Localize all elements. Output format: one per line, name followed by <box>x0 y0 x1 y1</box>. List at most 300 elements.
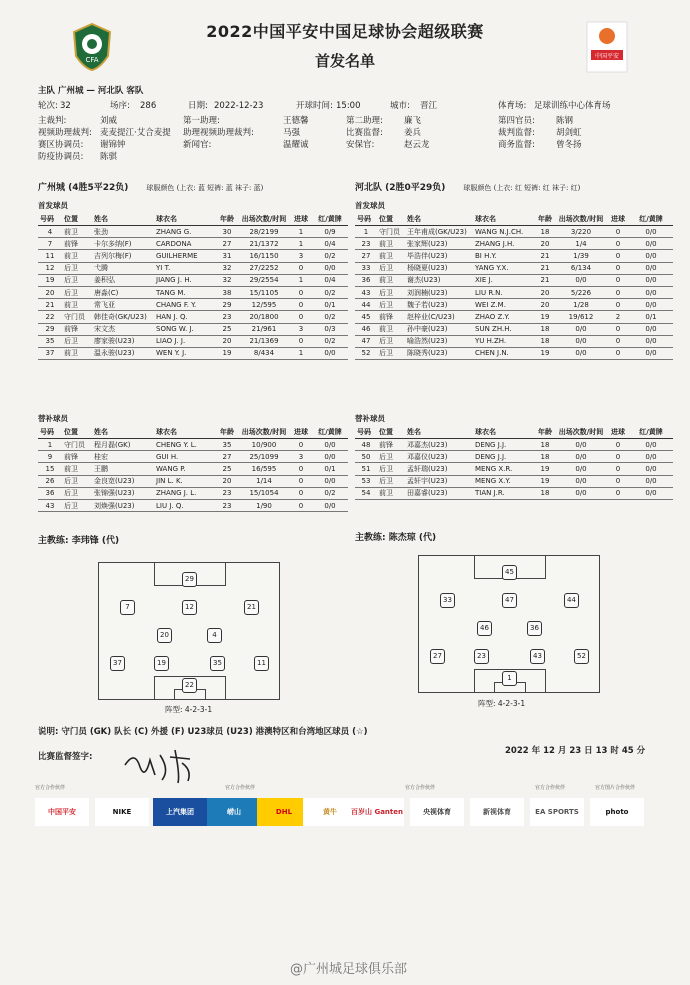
column-header: 号码 <box>38 213 62 226</box>
table-cell: YANG Y.X. <box>473 262 535 274</box>
table-cell: 46 <box>355 323 377 335</box>
table-cell: 16/595 <box>238 463 290 475</box>
watermark: @广州城足球俱乐部 <box>290 962 408 977</box>
table-cell: 3 <box>290 323 312 335</box>
table-cell: 0/0 <box>555 274 607 286</box>
official-label: 第二助理: <box>346 116 383 126</box>
table-cell: 0 <box>290 335 312 347</box>
table-cell: 5/226 <box>555 286 607 298</box>
official-label: 助理视频助理裁判: <box>183 128 254 138</box>
column-header: 姓名 <box>92 213 154 226</box>
table-cell: 0/0 <box>629 299 673 311</box>
table-cell: HAN J. Q. <box>154 311 216 323</box>
column-header: 红/黄牌 <box>312 426 348 439</box>
table-cell: 54 <box>355 487 377 499</box>
column-header: 年龄 <box>216 213 238 226</box>
table-cell: 卡尔多纳(F) <box>92 238 154 250</box>
match-number: 286 <box>140 101 157 111</box>
table-cell: ZHANG J. L. <box>154 487 216 499</box>
venue: 足球训练中心体育场 <box>534 101 611 111</box>
table-cell: 0 <box>607 226 629 238</box>
table-cell: 前锋 <box>62 323 92 335</box>
signature-icon <box>120 745 200 785</box>
player-marker: 37 <box>110 656 125 671</box>
table-cell: 0/2 <box>312 311 348 323</box>
away-team-header: 河北队 (2胜0平29负) 球服颜色 (上衣: 红 短裤: 红 袜子: 红) <box>355 183 581 193</box>
table-cell: 12 <box>38 262 62 274</box>
player-marker: 43 <box>530 649 545 664</box>
table-cell: 0/0 <box>312 451 348 463</box>
table-cell: 1/39 <box>555 250 607 262</box>
column-header: 出场次数/时间 <box>555 426 607 439</box>
table-cell: 51 <box>355 463 377 475</box>
table-cell: MENG X.R. <box>473 463 535 475</box>
table-row <box>38 286 348 298</box>
table-cell: 0 <box>607 299 629 311</box>
table-cell: 19 <box>535 311 555 323</box>
table-cell: 28/2199 <box>238 226 290 238</box>
table-cell: 0 <box>607 250 629 262</box>
column-header: 球衣名 <box>473 426 535 439</box>
table-row <box>355 323 673 335</box>
table-cell: 0/0 <box>629 347 673 359</box>
table-cell: 3 <box>290 250 312 262</box>
table-cell: TANG M. <box>154 286 216 298</box>
official-value: 赵云龙 <box>404 140 430 150</box>
column-header: 年龄 <box>216 426 238 439</box>
table-cell: 田嘉睿(U23) <box>405 487 473 499</box>
table-cell: 喻浩然(U23) <box>405 335 473 347</box>
table-cell: 21/1369 <box>238 335 290 347</box>
table-cell: 后卫 <box>62 286 92 298</box>
table-cell: 0/0 <box>629 226 673 238</box>
table-cell: 前锋 <box>62 238 92 250</box>
table-cell: CARDONA <box>154 238 216 250</box>
table-cell: 23 <box>216 311 238 323</box>
table-cell: 0/4 <box>312 274 348 286</box>
table-cell: 29/2554 <box>238 274 290 286</box>
table-cell: 19 <box>535 463 555 475</box>
official-label: 主裁判: <box>38 116 67 126</box>
player-marker: 29 <box>182 572 197 587</box>
table-cell: 19 <box>535 475 555 487</box>
table-cell: 0/0 <box>555 347 607 359</box>
table-cell: 1 <box>290 238 312 250</box>
table-cell: 桂宏 <box>92 451 154 463</box>
column-header: 姓名 <box>92 426 154 439</box>
official-value: 胡剑虹 <box>556 128 582 138</box>
home-subs-table <box>38 426 348 512</box>
sponsor-logo: 上汽集团 <box>153 798 207 826</box>
timestamp: 2022 年 12 月 23 日 13 时 45 分 <box>505 746 646 756</box>
table-cell: 37 <box>38 347 62 359</box>
home-starters-label: 首发球员 <box>38 201 68 210</box>
table-cell: 0/0 <box>555 463 607 475</box>
table-cell: 18 <box>535 451 555 463</box>
table-cell: 后卫 <box>377 451 405 463</box>
table-cell: 吉列尔梅(F) <box>92 250 154 262</box>
column-header: 球衣名 <box>154 426 216 439</box>
table-cell: 10/900 <box>238 439 290 451</box>
sponsor-caption: 官方合作伙伴 <box>535 785 566 791</box>
page-title: 2022中国平安中国足球协会超级联赛 <box>206 22 484 41</box>
table-cell: 18 <box>535 226 555 238</box>
table-cell: 43 <box>355 286 377 298</box>
table-cell: 弋腾 <box>92 262 154 274</box>
table-cell: ZHANG J.H. <box>473 238 535 250</box>
table-cell: DENG J.J. <box>473 451 535 463</box>
table-cell: 后卫 <box>377 299 405 311</box>
round-number: 32 <box>60 101 71 111</box>
away-coach: 主教练: 陈杰琼 (代) <box>355 533 437 543</box>
table-cell: WEI Z.M. <box>473 299 535 311</box>
table-cell: 23 <box>355 238 377 250</box>
table-cell: 23 <box>216 487 238 499</box>
away-formation-pitch <box>418 555 600 693</box>
table-cell: WANG N.J.CH. <box>473 226 535 238</box>
table-cell: 19 <box>535 347 555 359</box>
table-cell: 3/220 <box>555 226 607 238</box>
sponsor-logo: 中国平安 <box>35 798 89 826</box>
home-formation-pitch <box>98 562 280 700</box>
table-cell: 7 <box>38 238 62 250</box>
table-cell: 前锋 <box>377 439 405 451</box>
table-cell: LIAO J. J. <box>154 335 216 347</box>
home-formation: 阵型: 4-2-3-1 <box>165 705 213 714</box>
player-marker: 52 <box>574 649 589 664</box>
sponsor-caption: 官方合作伙伴 <box>35 785 66 791</box>
table-row <box>38 499 348 511</box>
sponsor-logo: 百岁山 Ganten <box>350 798 404 826</box>
table-row <box>355 439 673 451</box>
table-cell: 35 <box>216 439 238 451</box>
column-header: 进球 <box>290 213 312 226</box>
page-subtitle: 首发名单 <box>314 52 375 70</box>
home-team-header: 广州城 (4胜5平22负) 球服颜色 (上衣: 蓝 短裤: 蓝 袜子: 蓝) <box>38 183 264 193</box>
table-cell: 52 <box>355 347 377 359</box>
pingan-logo-icon <box>585 20 629 75</box>
table-cell: 27 <box>216 238 238 250</box>
table-cell: 18 <box>535 487 555 499</box>
table-row <box>355 238 673 250</box>
table-cell: WANG P. <box>154 463 216 475</box>
table-cell: 23 <box>216 499 238 511</box>
table-cell: 孟轩宇(U23) <box>405 475 473 487</box>
table-cell: 0/2 <box>312 487 348 499</box>
table-cell: 0/0 <box>555 451 607 463</box>
table-cell: 21 <box>535 274 555 286</box>
table-cell: 0/0 <box>629 451 673 463</box>
table-cell: 1/4 <box>555 238 607 250</box>
table-cell: 11 <box>38 250 62 262</box>
table-cell: 姜积弘 <box>92 274 154 286</box>
table-row <box>355 311 673 323</box>
signature-label: 比赛监督签字: <box>38 752 93 762</box>
player-marker: 22 <box>182 678 197 693</box>
table-cell: 0/2 <box>312 335 348 347</box>
away-formation: 阵型: 4-2-3-1 <box>478 699 526 708</box>
away-subs-label: 替补球员 <box>355 414 385 423</box>
table-cell: LIU J. Q. <box>154 499 216 511</box>
table-cell: 0 <box>607 238 629 250</box>
svg-text:CFA: CFA <box>85 56 99 64</box>
table-cell: 20/1800 <box>238 311 290 323</box>
table-cell: 0 <box>607 274 629 286</box>
official-value: 谢锦钟 <box>100 140 126 150</box>
table-cell: GUI H. <box>154 451 216 463</box>
table-cell: 0/0 <box>555 487 607 499</box>
table-cell: 宋文杰 <box>92 323 154 335</box>
table-cell: 0/0 <box>629 250 673 262</box>
column-header: 红/黄牌 <box>312 213 348 226</box>
table-row <box>355 274 673 286</box>
table-row <box>355 262 673 274</box>
column-header: 位置 <box>377 213 405 226</box>
sponsor-caption: 官方合作伙伴 <box>225 785 256 791</box>
column-header: 位置 <box>377 426 405 439</box>
table-cell: 邓嘉仪(U23) <box>405 451 473 463</box>
official-value: 曾冬扬 <box>556 140 582 150</box>
official-label: 商务监督: <box>498 140 535 150</box>
player-marker: 27 <box>430 649 445 664</box>
table-cell: 1 <box>290 347 312 359</box>
table-row <box>38 299 348 311</box>
official-value: 陈骐 <box>100 152 118 162</box>
table-cell: 15/1054 <box>238 487 290 499</box>
official-label: 裁判监督: <box>498 128 535 138</box>
legend-note: 说明: 守门员 (GK) 队长 (C) 外援 (F) U23球员 (U23) 港澳特区和台湾地区球员 (☆) <box>38 727 368 737</box>
table-cell: 6/134 <box>555 262 607 274</box>
table-cell: 刘焕强(U23) <box>92 499 154 511</box>
table-cell: 后卫 <box>377 262 405 274</box>
table-cell: SONG W. J. <box>154 323 216 335</box>
table-row <box>38 262 348 274</box>
table-cell: 18 <box>535 335 555 347</box>
table-cell: 3 <box>290 451 312 463</box>
table-cell: 45 <box>355 311 377 323</box>
player-marker: 44 <box>564 593 579 608</box>
table-cell: 程月磊(GK) <box>92 439 154 451</box>
table-cell: 前锋 <box>62 451 92 463</box>
table-row <box>38 335 348 347</box>
table-cell: 1 <box>290 226 312 238</box>
away-subs-table <box>355 426 673 500</box>
column-header: 位置 <box>62 426 92 439</box>
table-cell: 0/0 <box>629 487 673 499</box>
table-cell: 4 <box>38 226 62 238</box>
table-cell: 后卫 <box>377 463 405 475</box>
table-cell: 0/0 <box>629 323 673 335</box>
table-cell: 后卫 <box>62 475 92 487</box>
table-cell: 21/961 <box>238 323 290 335</box>
table-cell: 0/9 <box>312 226 348 238</box>
player-marker: 36 <box>527 621 542 636</box>
column-header: 红/黄牌 <box>629 213 673 226</box>
home-coach: 主教练: 李玮锋 (代) <box>38 536 120 546</box>
official-label: 防疫协调员: <box>38 152 84 162</box>
sponsor-strip <box>35 782 665 838</box>
player-marker: 11 <box>254 656 269 671</box>
table-cell: 0 <box>290 299 312 311</box>
table-cell: 9 <box>38 451 62 463</box>
table-cell: 后卫 <box>377 286 405 298</box>
table-cell: 50 <box>355 451 377 463</box>
column-header: 进球 <box>607 426 629 439</box>
table-cell: 后卫 <box>62 262 92 274</box>
table-cell: 陈晓秀(U23) <box>405 347 473 359</box>
table-cell: 0 <box>290 439 312 451</box>
table-cell: 0 <box>607 347 629 359</box>
table-row <box>38 475 348 487</box>
table-cell: SUN ZH.H. <box>473 323 535 335</box>
table-cell: 1/14 <box>238 475 290 487</box>
city: 晋江 <box>420 101 438 111</box>
table-cell: 15/1105 <box>238 286 290 298</box>
table-cell: 2 <box>607 311 629 323</box>
table-cell: 前卫 <box>62 250 92 262</box>
table-cell: 前卫 <box>62 463 92 475</box>
table-cell: 0/1 <box>312 299 348 311</box>
official-label: 安保官: <box>346 140 375 150</box>
table-cell: 21 <box>535 250 555 262</box>
official-value: 温耀诚 <box>283 140 309 150</box>
official-value: 麦麦提江·艾合麦提 <box>100 128 171 138</box>
table-cell: 温永骏(U23) <box>92 347 154 359</box>
table-row <box>355 335 673 347</box>
table-cell: 0/4 <box>312 238 348 250</box>
table-cell: 12/595 <box>238 299 290 311</box>
sponsor-logo: EA SPORTS <box>530 798 584 826</box>
column-header: 出场次数/时间 <box>238 426 290 439</box>
table-cell: BI H.Y. <box>473 250 535 262</box>
player-marker: 47 <box>502 593 517 608</box>
table-cell: 36 <box>38 487 62 499</box>
table-cell: 0/0 <box>555 323 607 335</box>
column-header: 号码 <box>355 213 377 226</box>
table-cell: 0 <box>290 475 312 487</box>
table-cell: 0/2 <box>312 286 348 298</box>
table-cell: DENG J.J. <box>473 439 535 451</box>
table-cell: 孟轩瑞(U23) <box>405 463 473 475</box>
table-cell: CHANG F. Y. <box>154 299 216 311</box>
table-cell: 16/1150 <box>238 250 290 262</box>
table-cell: 金良宽(U23) <box>92 475 154 487</box>
match-info: 主队 广州城 — 河北队 客队 轮次: 32 场序: 286 日期: 2022-12-23 开球时间: 15:00 城市: 晋江 体育场: 足球训练中心体育场 <box>38 86 611 111</box>
table-row <box>355 463 673 475</box>
nike-swoosh-icon: NIKE <box>95 798 149 826</box>
table-cell: 1/28 <box>555 299 607 311</box>
table-cell: 0 <box>607 323 629 335</box>
player-marker: 19 <box>154 656 169 671</box>
match-date: 2022-12-23 <box>214 101 264 111</box>
table-cell: 后卫 <box>377 475 405 487</box>
table-cell: 0/0 <box>312 499 348 511</box>
table-row <box>355 250 673 262</box>
table-row <box>355 487 673 499</box>
column-header: 号码 <box>38 426 62 439</box>
table-cell: 王年甫成(GK/U23) <box>405 226 473 238</box>
table-cell: 0/0 <box>629 238 673 250</box>
table-cell: YI T. <box>154 262 216 274</box>
table-cell: 前卫 <box>62 226 92 238</box>
table-cell: 守门员 <box>62 439 92 451</box>
table-cell: 韩佳奇(GK/U23) <box>92 311 154 323</box>
column-header: 号码 <box>355 426 377 439</box>
table-cell: 29 <box>216 299 238 311</box>
table-row <box>355 299 673 311</box>
officials-list <box>38 115 678 170</box>
table-row <box>38 347 348 359</box>
table-cell: 29 <box>38 323 62 335</box>
table-cell: 19/612 <box>555 311 607 323</box>
column-header: 年龄 <box>535 426 555 439</box>
home-kit: 球服颜色 (上衣: 蓝 短裤: 蓝 袜子: 蓝) <box>146 184 264 192</box>
column-header: 位置 <box>62 213 92 226</box>
table-cell: 0 <box>290 463 312 475</box>
table-row <box>38 274 348 286</box>
table-cell: 26 <box>38 475 62 487</box>
table-cell: 8/434 <box>238 347 290 359</box>
table-row <box>38 226 348 238</box>
column-header: 年龄 <box>535 213 555 226</box>
table-cell: 0/0 <box>555 439 607 451</box>
table-cell: 21 <box>535 262 555 274</box>
table-row <box>38 323 348 335</box>
table-cell: 25 <box>216 463 238 475</box>
official-label: 第四官员: <box>498 116 535 126</box>
official-label: 视频助理裁判: <box>38 128 92 138</box>
table-cell: 35 <box>38 335 62 347</box>
table-row <box>38 463 348 475</box>
table-cell: MENG X.Y. <box>473 475 535 487</box>
table-cell: 0 <box>290 311 312 323</box>
table-cell: 魏子若(U23) <box>405 299 473 311</box>
player-marker: 4 <box>207 628 222 643</box>
table-cell: 0 <box>290 499 312 511</box>
sponsor-caption: 官方合作伙伴 <box>405 785 436 791</box>
sponsor-logo: 新视体育 <box>470 798 524 826</box>
table-cell: 20 <box>38 286 62 298</box>
table-row <box>38 311 348 323</box>
table-cell: 18 <box>535 323 555 335</box>
official-value: 姜兵 <box>404 128 422 138</box>
table-cell: 0/0 <box>629 335 673 347</box>
table-cell: 0 <box>290 487 312 499</box>
player-marker: 20 <box>157 628 172 643</box>
sponsor-logo: 央视体育 <box>410 798 464 826</box>
table-cell: 后卫 <box>62 487 92 499</box>
table-cell: 30 <box>216 226 238 238</box>
table-cell: 47 <box>355 335 377 347</box>
table-cell: 0/0 <box>629 286 673 298</box>
table-cell: 守门员 <box>62 311 92 323</box>
table-cell: 38 <box>216 286 238 298</box>
table-cell: 19 <box>38 274 62 286</box>
table-cell: 唐淼(C) <box>92 286 154 298</box>
table-cell: 前卫 <box>62 299 92 311</box>
table-cell: 0/0 <box>312 475 348 487</box>
table-cell: 0/0 <box>629 274 673 286</box>
table-cell: 前锋 <box>377 311 405 323</box>
player-marker: 21 <box>244 600 259 615</box>
table-cell: 0/0 <box>629 439 673 451</box>
table-cell: 孙中豪(U23) <box>405 323 473 335</box>
column-header: 出场次数/时间 <box>555 213 607 226</box>
sponsor-logo: 黄牛 <box>303 798 357 826</box>
table-cell: 32 <box>216 262 238 274</box>
table-cell: 后卫 <box>377 335 405 347</box>
table-cell: 0/0 <box>312 347 348 359</box>
